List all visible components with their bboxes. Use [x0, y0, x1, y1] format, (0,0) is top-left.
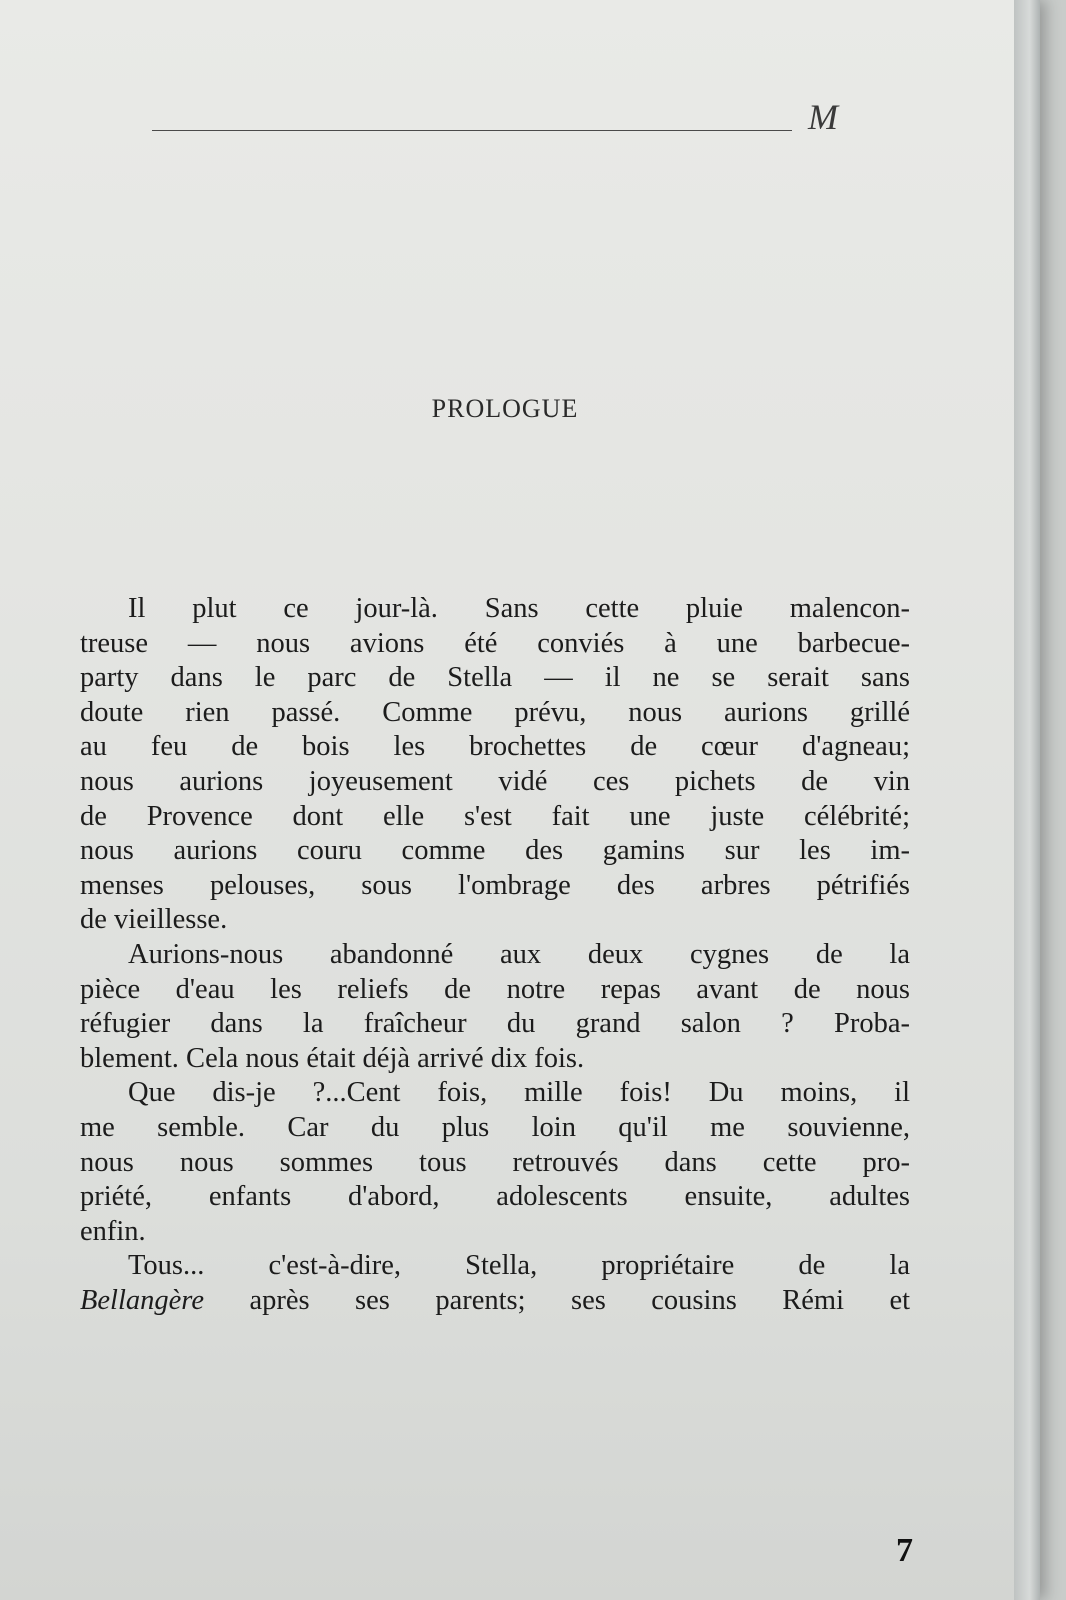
text-line: treuse — nous avions été conviés à une barbecue- — [80, 627, 910, 659]
text-line: priété, enfants d'abord, adolescents ensuite, adultes — [80, 1181, 910, 1213]
text-line: nous aurions joyeusement vidé ces pichets de vin — [80, 765, 910, 797]
running-head-letter: M — [808, 97, 838, 137]
text-line: au feu de bois les brochettes de cœur d'agneau; — [80, 731, 910, 763]
chapter-title: PROLOGUE — [431, 394, 579, 423]
body-text — [80, 592, 910, 1318]
page-number: 7 — [896, 1532, 913, 1569]
text-line: réfugier dans la fraîcheur du grand salon ? Proba- — [80, 1008, 910, 1040]
page-edge — [1014, 0, 1040, 1600]
text-line: menses pelouses, sous l'ombrage des arbres pétrifiés — [80, 869, 910, 901]
text-line: de vieillesse. — [80, 904, 228, 936]
text-line: nous aurions couru comme des gamins sur les im- — [80, 835, 910, 867]
text-line: me semble. Car du plus loin qu'il me souvienne, — [80, 1111, 910, 1143]
text-line: Il plut ce jour-là. Sans cette pluie malencon- — [128, 593, 910, 624]
text-line: Tous... c'est-à-dire, Stella, propriétaire de la — [128, 1250, 910, 1282]
text-line: nous nous sommes tous retrouvés dans cette pro- — [80, 1146, 910, 1178]
text-line: blement. Cela nous était déjà arrivé dix fois. — [80, 1042, 585, 1074]
italic-word: Bellangère — [80, 1284, 204, 1316]
text-line: Bellangère après ses parents; ses cousins Rémi et — [80, 1284, 911, 1316]
text-line: Aurions-nous abandonné aux deux cygnes de la — [128, 938, 910, 970]
text-line: doute rien passé. Comme prévu, nous aurions grillé — [80, 696, 910, 728]
text-line: de Provence dont elle s'est fait une juste célébrité; — [80, 800, 910, 832]
text-line: Que dis-je ?...Cent fois, mille fois! Du moins, il — [128, 1077, 910, 1109]
running-head-rule — [152, 130, 792, 131]
text-line: enfin. — [80, 1215, 146, 1247]
text-line: party dans le parc de Stella — il ne se serait sans — [80, 662, 910, 694]
text-line: pièce d'eau les reliefs de notre repas avant de nous — [80, 973, 910, 1005]
